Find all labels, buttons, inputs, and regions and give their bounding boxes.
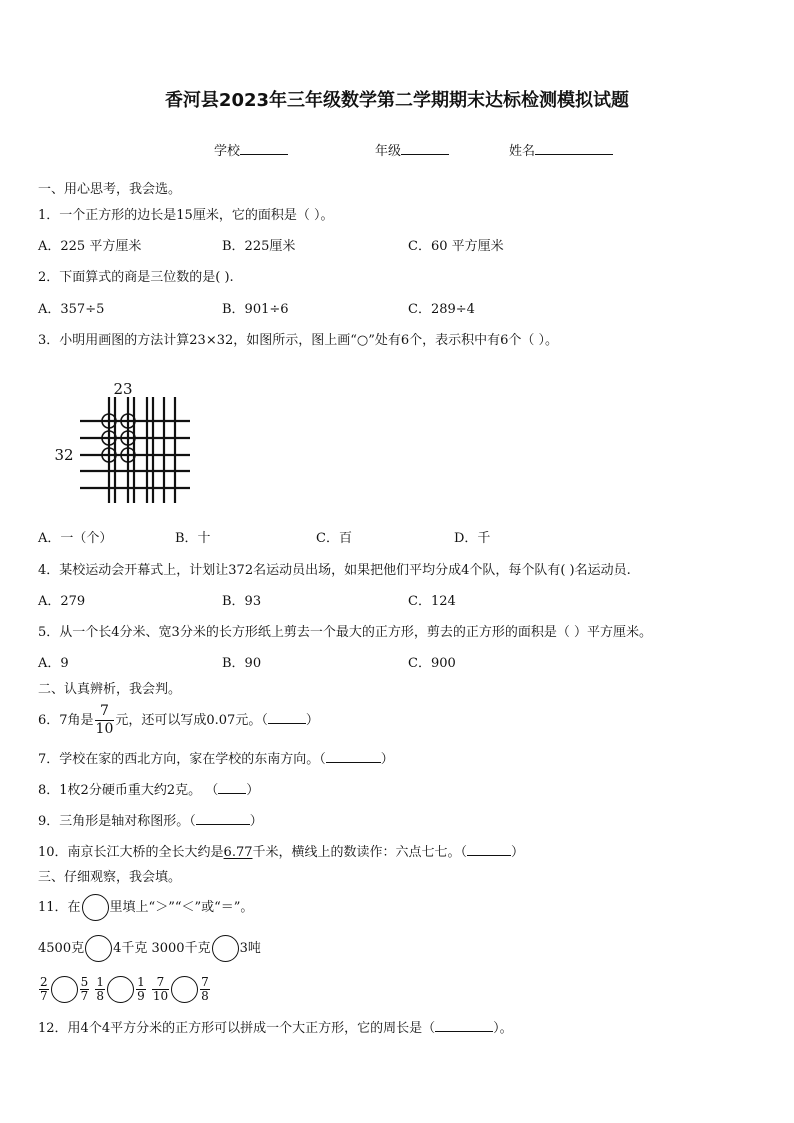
question-2-stem: 2．下面算式的商是三位数的是( ).	[38, 270, 234, 285]
section-heading-judge: 二、认真辨析，我会判。	[38, 682, 182, 697]
answer-blank[interactable]	[435, 1018, 493, 1032]
question-12	[38, 1018, 513, 1038]
question-1-stem: 1．一个正方形的边长是15厘米，它的面积是（ ）。	[38, 208, 334, 223]
underlined-number: 6.77	[223, 845, 253, 860]
question-10-pre: 10．南京长江大桥的全长大约是	[38, 845, 224, 860]
fraction-numerator: 7	[201, 975, 209, 989]
fraction-numerator: 5	[80, 975, 89, 989]
paren-close: ）	[511, 845, 525, 860]
paren-close: ）。	[493, 1021, 513, 1036]
paren-close: ）	[246, 783, 260, 798]
section-heading-fill: 三、仔细观察，我会填。	[38, 870, 182, 885]
question-3-option-d[interactable]: D．千	[454, 531, 491, 546]
answer-blank[interactable]	[326, 749, 381, 763]
paren-close: ）	[305, 713, 319, 728]
question-5-option-a[interactable]: A．9	[38, 656, 69, 671]
question-3-option-a[interactable]: A．一（个）	[38, 531, 113, 546]
question-4-option-b[interactable]: B．93	[222, 594, 262, 609]
name-blank[interactable]	[535, 141, 613, 155]
section-heading-choice: 一、用心思考，我会选。	[38, 182, 182, 197]
question-3-option-b[interactable]: B．十	[175, 531, 211, 546]
fraction	[95, 976, 105, 1003]
fraction-denominator: 8	[201, 989, 209, 1003]
name-label: 姓名	[509, 144, 536, 159]
comparison-circle[interactable]	[212, 935, 239, 962]
question-7	[38, 749, 394, 769]
figure-label-top: 23	[113, 380, 133, 398]
question-6	[38, 703, 319, 738]
fraction-numerator: 1	[96, 975, 105, 989]
question-11-post: 里填上“＞”“＜”或“＝”。	[109, 900, 254, 915]
question-12-text: 12．用4个4平方分米的正方形可以拼成一个大正方形，它的周长是（	[38, 1021, 436, 1036]
question-11-pre: 11．在	[38, 900, 81, 915]
fraction	[152, 976, 169, 1003]
school-blank[interactable]	[240, 141, 288, 155]
figure-label-left: 32	[54, 446, 74, 464]
question-10	[38, 842, 524, 862]
fraction-denominator: 8	[96, 989, 105, 1003]
question-9-text: 9．三角形是轴对称图形。（	[38, 814, 196, 829]
question-3-option-c[interactable]: C．百	[316, 531, 352, 546]
comparison-circle[interactable]	[107, 976, 134, 1003]
answer-blank[interactable]	[196, 811, 250, 825]
question-4-option-a[interactable]: A．279	[38, 594, 86, 609]
question-1-option-a[interactable]: A．225 平方厘米	[38, 239, 142, 254]
fraction-numerator: 7	[152, 976, 169, 990]
fraction-denominator: 10	[152, 989, 169, 1003]
grade-blank[interactable]	[401, 141, 449, 155]
question-2-option-b[interactable]: B．901÷6	[222, 302, 289, 317]
line-multiplication-figure	[50, 375, 200, 510]
paren-close: ）	[380, 752, 394, 767]
grade-field	[375, 141, 449, 161]
question-11-stem	[38, 894, 253, 922]
question-8	[38, 780, 259, 800]
question-2-option-a[interactable]: A．357÷5	[38, 302, 105, 317]
school-label: 学校	[214, 144, 241, 159]
grade-label: 年级	[375, 144, 402, 159]
question-5-option-b[interactable]: B．90	[222, 656, 262, 671]
question-4-option-c[interactable]: C．124	[408, 594, 456, 609]
comparison-circle-icon	[82, 894, 109, 921]
question-8-text: 8．1枚2分硬币重大约2克。 （	[38, 783, 219, 798]
fraction-numerator: 7	[95, 703, 115, 721]
question-1-option-b[interactable]: B．225厘米	[222, 239, 296, 254]
question-6-post: 元，还可以写成0.07元。（	[115, 713, 268, 728]
question-5-stem: 5．从一个长4分米、宽3分米的长方形纸上剪去一个最大的正方形，剪去的正方形的面积是（ ）平方厘米。	[38, 625, 652, 640]
answer-blank[interactable]	[467, 842, 511, 856]
comparison-circle[interactable]	[171, 976, 198, 1003]
question-1-option-c[interactable]: C．60 平方厘米	[408, 239, 504, 254]
question-5-option-c[interactable]: C．900	[408, 656, 456, 671]
quantity-4kg-3000kg: 4千克 3000千克	[113, 941, 211, 956]
fraction-denominator: 7	[40, 989, 48, 1003]
answer-blank[interactable]	[218, 780, 246, 794]
question-9	[38, 811, 263, 831]
fraction-7-10	[95, 703, 115, 738]
question-3-stem: 3．小明用画图的方法计算23×32，如图所示，图上画“○”处有6个，表示积中有6个（ ）。	[38, 333, 559, 348]
name-field	[509, 141, 613, 161]
question-11-line-2	[38, 973, 211, 1007]
question-10-post: 千米，横线上的数读作：六点七七。（	[252, 845, 468, 860]
question-6-pre: 6．7角是	[38, 713, 94, 728]
school-field	[214, 141, 288, 161]
answer-blank[interactable]	[268, 710, 306, 724]
question-4-stem: 4．某校运动会开幕式上，计划让372名运动员出场，如果把他们平均分成4个队，每个队有( )名运动员.	[38, 563, 631, 578]
question-7-text: 7．学校在家的西北方向，家在学校的东南方向。（	[38, 752, 326, 767]
quantity-4500g: 4500克	[38, 941, 85, 956]
fraction-numerator: 2	[40, 975, 48, 989]
fraction	[80, 976, 90, 1003]
fraction-denominator: 9	[137, 989, 145, 1003]
fraction	[136, 976, 146, 1003]
question-2-option-c[interactable]: C．289÷4	[408, 302, 475, 317]
question-11-line-1	[38, 935, 261, 963]
fraction	[39, 976, 49, 1003]
paren-close: ）	[249, 814, 263, 829]
fraction-denominator: 7	[80, 989, 89, 1003]
page-title: 香河县2023年三年级数学第二学期期末达标检测模拟试题	[164, 90, 630, 111]
fraction	[200, 976, 210, 1003]
comparison-circle[interactable]	[85, 935, 112, 962]
quantity-3t: 3吨	[239, 941, 261, 956]
comparison-circle[interactable]	[51, 976, 78, 1003]
fraction-numerator: 1	[137, 975, 145, 989]
fraction-denominator: 10	[95, 721, 114, 737]
